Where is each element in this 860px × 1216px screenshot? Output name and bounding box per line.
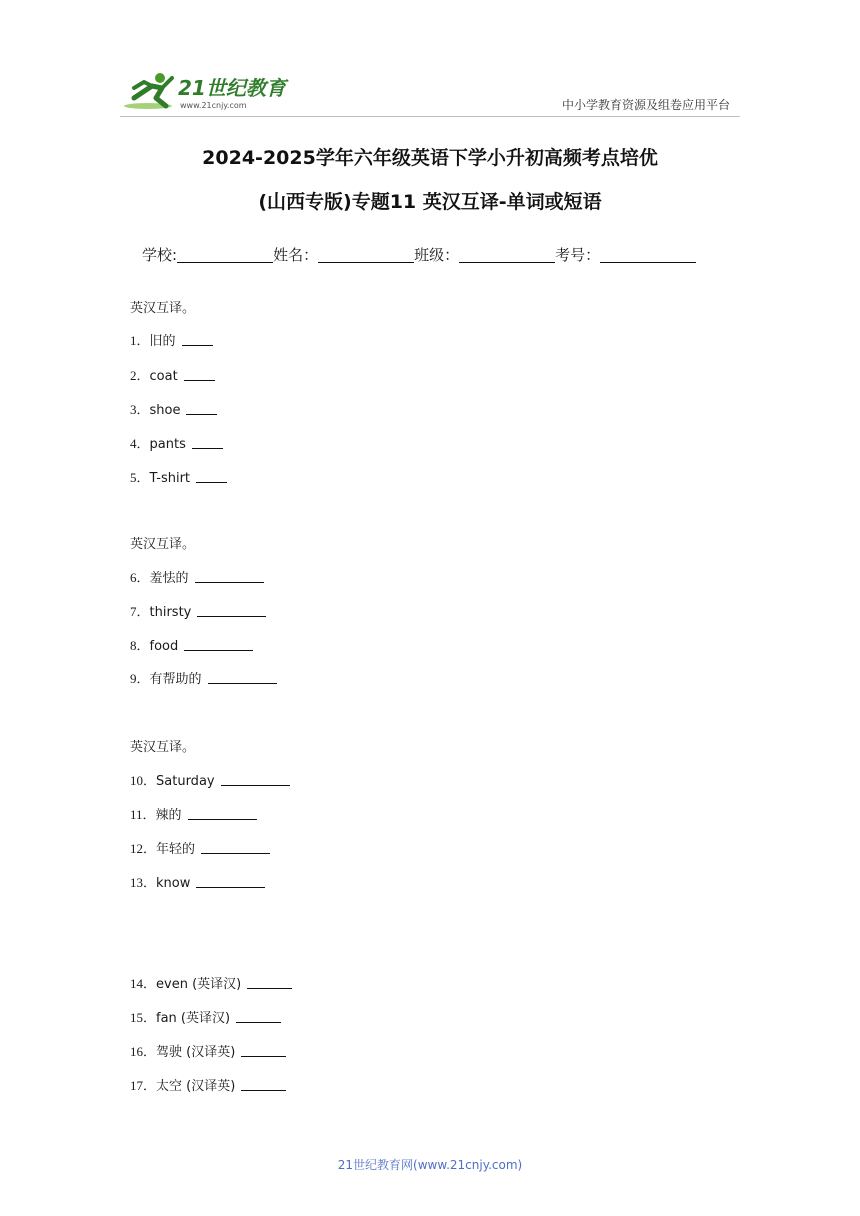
answer-blank[interactable] [192,436,223,449]
answer-blank[interactable] [241,1044,286,1057]
question-item: 7．thirsty [130,601,266,620]
answer-blank[interactable] [208,671,277,684]
runner-logo-icon [122,68,292,114]
answer-blank[interactable] [186,402,217,415]
answer-blank[interactable] [221,773,290,786]
question-item: 4．pants [130,433,223,452]
exam-no-label: 考号： [555,246,601,264]
question-item: 6．羞怯的 [130,567,264,586]
question-item: 8．food [130,635,253,654]
answer-blank[interactable] [196,875,265,888]
answer-blank[interactable] [197,604,266,617]
answer-blank[interactable] [196,470,227,483]
footer-link[interactable]: 21世纪教育网(www.21cnjy.com) [337,1158,523,1172]
name-field[interactable] [318,246,414,263]
section-title: 英汉互译。 [130,740,196,755]
platform-label: 中小学教育资源及组卷应用平台 [561,98,730,112]
question-item: 14．even (英译汉) [130,973,292,992]
question-item: 5．T-shirt [130,467,227,486]
answer-blank[interactable] [195,570,264,583]
answer-blank[interactable] [184,638,253,651]
brand-logo [122,68,292,114]
page-subtitle: (山西专版)专题11 英汉互译-单词或短语 [258,191,602,213]
question-item: 16．驾驶 (汉译英) [130,1041,286,1060]
question-item: 3．shoe [130,399,217,418]
header-divider [120,116,740,117]
name-label: 姓名： [273,246,319,264]
question-item: 17．太空 (汉译英) [130,1075,286,1094]
page-title: 2024-2025学年六年级英语下学小升初高频考点培优 [202,147,658,169]
exam-no-field[interactable] [600,246,696,263]
answer-blank[interactable] [188,807,257,820]
question-item: 15．fan (英译汉) [130,1007,281,1026]
svg-text:21世纪教育: 21世纪教育 [178,76,286,100]
school-field[interactable] [177,246,273,263]
question-item: 13．know [130,872,265,891]
question-item: 10．Saturday [130,770,290,789]
section-title: 英汉互译。 [130,301,196,316]
answer-blank[interactable] [247,976,292,989]
question-item: 11．辣的 [130,804,257,823]
answer-blank[interactable] [201,841,270,854]
answer-blank[interactable] [184,368,215,381]
question-item: 1．旧的 [130,330,213,349]
question-item: 9．有帮助的 [130,668,277,687]
answer-blank[interactable] [182,333,213,346]
question-item: 12．年轻的 [130,838,270,857]
question-item: 2．coat [130,365,215,384]
class-field[interactable] [459,246,555,263]
school-label: 学校: [142,246,178,264]
section-title: 英汉互译。 [130,537,196,552]
student-info-row [142,244,696,265]
answer-blank[interactable] [236,1010,281,1023]
class-label: 班级： [414,246,460,264]
answer-blank[interactable] [241,1078,286,1091]
svg-text:www.21cnjy.com: www.21cnjy.com [180,101,247,110]
